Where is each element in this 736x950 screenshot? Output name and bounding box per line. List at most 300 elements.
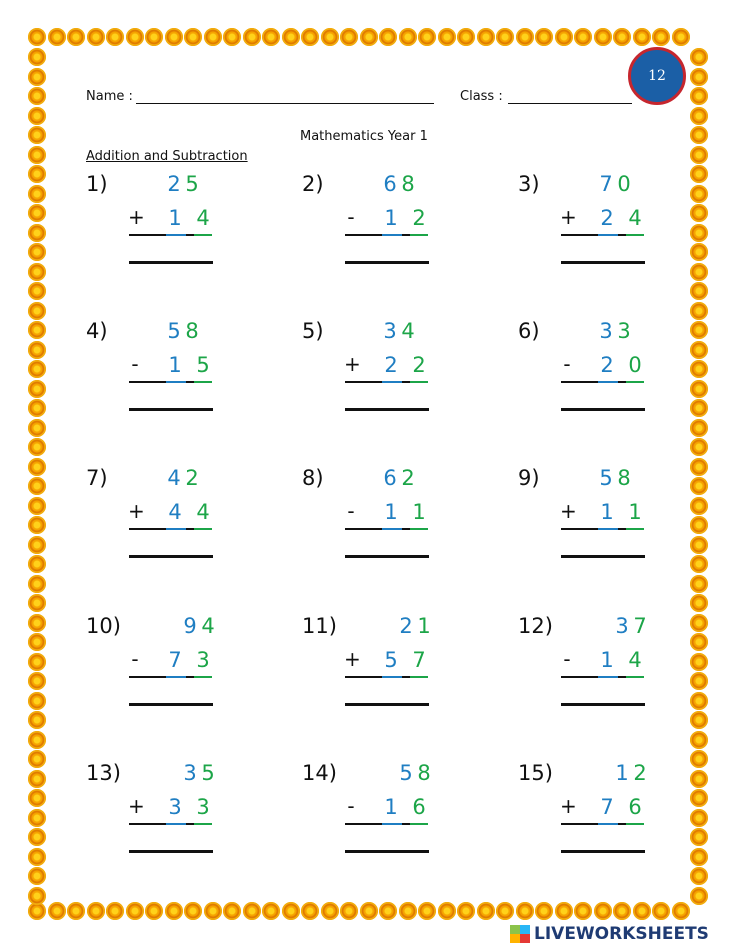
sun-icon [690, 126, 708, 144]
answer-field[interactable] [129, 555, 213, 558]
sun-icon [28, 185, 46, 203]
sun-icon [28, 575, 46, 593]
tens-underline [166, 676, 186, 678]
problem-number: 11) [302, 614, 337, 638]
math-problem [86, 761, 286, 891]
sun-icon [301, 902, 319, 920]
ones-underline [194, 381, 212, 383]
operation-underline-gap [402, 823, 410, 825]
tens-underline [382, 676, 402, 678]
math-problem [86, 319, 286, 449]
sun-border-bottom [26, 900, 710, 922]
sun-icon [145, 902, 163, 920]
sun-icon [457, 902, 475, 920]
tens-underline [598, 381, 618, 383]
sun-icon [28, 302, 46, 320]
top-tens-digit: 2 [399, 614, 413, 638]
problem-number: 14) [302, 761, 337, 785]
sun-icon [574, 902, 592, 920]
ones-underline [626, 528, 644, 530]
operation-underline-gap [402, 528, 410, 530]
sun-icon [574, 28, 592, 46]
operator-sign: + [560, 794, 577, 818]
tens-underline [166, 234, 186, 236]
sun-icon [321, 28, 339, 46]
bottom-ones-digit: 4 [628, 648, 642, 672]
top-ones-digit: 3 [617, 319, 631, 343]
operation-underline-gap [402, 381, 410, 383]
bottom-ones-digit: 6 [412, 795, 426, 819]
sun-icon [652, 28, 670, 46]
sun-icon [262, 28, 280, 46]
sun-icon [243, 902, 261, 920]
math-problem [86, 466, 286, 596]
brand-icon [510, 925, 530, 943]
top-ones-digit: 0 [617, 172, 631, 196]
top-ones-digit: 8 [185, 319, 199, 343]
sun-icon [28, 789, 46, 807]
sun-icon [28, 438, 46, 456]
tens-underline [166, 381, 186, 383]
operator-sign: - [563, 352, 571, 376]
sun-icon [145, 28, 163, 46]
sun-icon [672, 902, 690, 920]
problem-number: 12) [518, 614, 553, 638]
sun-icon [223, 28, 241, 46]
subject-title: Mathematics Year 1 [300, 129, 428, 144]
sun-icon [690, 146, 708, 164]
sun-icon [28, 224, 46, 242]
class-field[interactable] [508, 103, 632, 104]
sun-icon [282, 28, 300, 46]
sun-icon [67, 902, 85, 920]
tens-underline [382, 381, 402, 383]
sun-icon [204, 28, 222, 46]
top-tens-digit: 6 [383, 172, 397, 196]
bottom-tens-digit: 7 [600, 795, 614, 819]
sun-icon [496, 28, 514, 46]
sun-icon [67, 28, 85, 46]
top-ones-digit: 4 [201, 614, 215, 638]
sun-icon [613, 28, 631, 46]
bottom-tens-digit: 3 [168, 795, 182, 819]
operator-sign: + [560, 499, 577, 523]
sun-icon [28, 380, 46, 398]
sun-icon [690, 87, 708, 105]
sun-icon [28, 809, 46, 827]
operation-underline [129, 676, 166, 678]
answer-field[interactable] [561, 850, 645, 853]
sun-icon [28, 867, 46, 885]
operator-sign: + [560, 205, 577, 229]
top-tens-digit: 6 [383, 466, 397, 490]
operator-sign: - [131, 352, 139, 376]
sun-icon [418, 902, 436, 920]
top-tens-digit: 2 [167, 172, 181, 196]
operator-sign: + [128, 499, 145, 523]
bottom-tens-digit: 1 [168, 206, 182, 230]
name-field[interactable] [136, 103, 434, 104]
top-tens-digit: 5 [399, 761, 413, 785]
ones-underline [194, 676, 212, 678]
sun-icon [690, 302, 708, 320]
bottom-ones-digit: 1 [412, 500, 426, 524]
sun-icon [690, 68, 708, 86]
operator-sign: - [347, 205, 355, 229]
top-ones-digit: 2 [633, 761, 647, 785]
sun-icon [28, 828, 46, 846]
sun-icon [360, 28, 378, 46]
operation-underline [129, 823, 166, 825]
operation-underline-gap [618, 676, 626, 678]
math-problem [518, 466, 718, 596]
sun-border-left [26, 26, 48, 922]
sun-icon [48, 28, 66, 46]
operation-underline-gap [186, 381, 194, 383]
sun-icon [262, 902, 280, 920]
answer-field[interactable] [561, 261, 645, 264]
operation-underline [561, 234, 598, 236]
answer-field[interactable] [561, 408, 645, 411]
operation-underline-gap [618, 381, 626, 383]
sun-icon [633, 902, 651, 920]
top-ones-digit: 1 [417, 614, 431, 638]
operation-underline [345, 676, 382, 678]
sun-icon [126, 902, 144, 920]
sun-icon [204, 902, 222, 920]
sun-icon [690, 594, 708, 612]
math-problem [86, 172, 286, 302]
tens-underline [598, 676, 618, 678]
sun-icon [28, 711, 46, 729]
sun-icon [457, 28, 475, 46]
sun-icon [165, 902, 183, 920]
bottom-tens-digit: 1 [384, 500, 398, 524]
sun-icon [28, 321, 46, 339]
ones-underline [626, 823, 644, 825]
bottom-tens-digit: 4 [168, 500, 182, 524]
top-tens-digit: 5 [167, 319, 181, 343]
sun-icon [28, 360, 46, 378]
problem-number: 8) [302, 466, 324, 490]
problem-number: 10) [86, 614, 121, 638]
operation-underline [129, 234, 166, 236]
sun-icon [28, 399, 46, 417]
bottom-tens-digit: 2 [384, 353, 398, 377]
ones-underline [626, 234, 644, 236]
sun-icon [28, 68, 46, 86]
operation-underline [561, 676, 598, 678]
sun-icon [28, 770, 46, 788]
operation-underline [129, 528, 166, 530]
top-ones-digit: 2 [185, 466, 199, 490]
operation-underline-gap [402, 676, 410, 678]
sun-icon [165, 28, 183, 46]
sun-icon [28, 146, 46, 164]
ones-underline [410, 676, 428, 678]
math-problem [518, 761, 718, 891]
sun-icon [301, 28, 319, 46]
sun-icon [28, 731, 46, 749]
sun-icon [340, 28, 358, 46]
ones-underline [410, 528, 428, 530]
sun-icon [106, 902, 124, 920]
math-problem [302, 466, 502, 596]
sun-icon [28, 48, 46, 66]
top-ones-digit: 8 [417, 761, 431, 785]
math-problem [518, 614, 718, 744]
sun-icon [438, 902, 456, 920]
operator-sign: - [347, 499, 355, 523]
sun-icon [652, 902, 670, 920]
sun-icon [282, 902, 300, 920]
operation-underline [345, 234, 382, 236]
top-tens-digit: 3 [599, 319, 613, 343]
answer-field[interactable] [129, 850, 213, 853]
class-label: Class : [460, 89, 503, 104]
top-tens-digit: 4 [167, 466, 181, 490]
sun-icon [28, 614, 46, 632]
section-heading: Addition and Subtraction [86, 149, 248, 164]
operator-sign: - [563, 647, 571, 671]
bottom-tens-digit: 2 [600, 353, 614, 377]
top-tens-digit: 3 [183, 761, 197, 785]
sun-icon [28, 477, 46, 495]
sun-icon [87, 902, 105, 920]
sun-icon [87, 28, 105, 46]
answer-field[interactable] [345, 850, 429, 853]
bottom-ones-digit: 1 [628, 500, 642, 524]
tens-underline [598, 823, 618, 825]
bottom-ones-digit: 3 [196, 795, 210, 819]
bottom-tens-digit: 1 [168, 353, 182, 377]
operation-underline-gap [618, 823, 626, 825]
page-badge [628, 47, 686, 105]
bottom-ones-digit: 4 [196, 206, 210, 230]
bottom-ones-digit: 6 [628, 795, 642, 819]
sun-icon [28, 87, 46, 105]
top-ones-digit: 4 [401, 319, 415, 343]
sun-icon [28, 594, 46, 612]
sun-icon [126, 28, 144, 46]
operation-underline-gap [186, 823, 194, 825]
bottom-tens-digit: 1 [600, 500, 614, 524]
ones-underline [626, 676, 644, 678]
sun-icon [28, 653, 46, 671]
sun-icon [28, 341, 46, 359]
sun-icon [399, 28, 417, 46]
sun-icon [223, 902, 241, 920]
tens-underline [598, 528, 618, 530]
sun-icon [477, 902, 495, 920]
sun-icon [594, 28, 612, 46]
sun-icon [28, 516, 46, 534]
answer-field[interactable] [129, 408, 213, 411]
sun-icon [184, 902, 202, 920]
answer-field[interactable] [345, 555, 429, 558]
bottom-ones-digit: 4 [196, 500, 210, 524]
operator-sign: - [347, 794, 355, 818]
math-problem [302, 614, 502, 744]
top-ones-digit: 2 [401, 466, 415, 490]
answer-field[interactable] [561, 703, 645, 706]
sun-icon [48, 902, 66, 920]
operation-underline [561, 823, 598, 825]
ones-underline [194, 528, 212, 530]
operation-underline-gap [186, 528, 194, 530]
sun-icon [360, 902, 378, 920]
sun-icon [28, 672, 46, 690]
sun-icon [28, 750, 46, 768]
operation-underline [129, 381, 166, 383]
math-problem [86, 614, 286, 744]
top-tens-digit: 3 [383, 319, 397, 343]
sun-icon [379, 28, 397, 46]
bottom-ones-digit: 2 [412, 353, 426, 377]
sun-icon [28, 902, 46, 920]
problem-number: 6) [518, 319, 540, 343]
tens-underline [166, 528, 186, 530]
sun-icon [28, 497, 46, 515]
operator-sign: + [344, 352, 361, 376]
sun-icon [184, 28, 202, 46]
liveworksheets-logo [510, 924, 709, 944]
sun-icon [613, 902, 631, 920]
bottom-ones-digit: 3 [196, 648, 210, 672]
sun-icon [28, 28, 46, 46]
sun-icon [633, 28, 651, 46]
problem-number: 9) [518, 466, 540, 490]
ones-underline [194, 234, 212, 236]
bottom-tens-digit: 7 [168, 648, 182, 672]
top-tens-digit: 5 [599, 466, 613, 490]
bottom-tens-digit: 2 [600, 206, 614, 230]
tens-underline [598, 234, 618, 236]
sun-icon [28, 419, 46, 437]
sun-icon [690, 107, 708, 125]
math-problem [302, 319, 502, 449]
bottom-tens-digit: 1 [600, 648, 614, 672]
top-tens-digit: 1 [615, 761, 629, 785]
sun-icon [496, 902, 514, 920]
answer-field[interactable] [345, 703, 429, 706]
bottom-ones-digit: 5 [196, 353, 210, 377]
operator-sign: - [131, 647, 139, 671]
ones-underline [410, 234, 428, 236]
bottom-ones-digit: 0 [628, 353, 642, 377]
ones-underline [194, 823, 212, 825]
top-ones-digit: 7 [633, 614, 647, 638]
operator-sign: + [344, 647, 361, 671]
problem-number: 5) [302, 319, 324, 343]
sun-icon [340, 902, 358, 920]
ones-underline [410, 381, 428, 383]
problem-number: 1) [86, 172, 108, 196]
top-ones-digit: 5 [185, 172, 199, 196]
sun-icon [516, 28, 534, 46]
sun-icon [594, 902, 612, 920]
sun-border-top [26, 26, 710, 48]
sun-icon [418, 28, 436, 46]
sun-icon [28, 458, 46, 476]
operation-underline [561, 381, 598, 383]
operation-underline [345, 381, 382, 383]
sun-icon [28, 165, 46, 183]
sun-icon [28, 848, 46, 866]
sun-icon [28, 692, 46, 710]
brand-text: LIVEWORKSHEETS [534, 924, 709, 944]
problem-number: 15) [518, 761, 553, 785]
operation-underline [561, 528, 598, 530]
problem-number: 3) [518, 172, 540, 196]
sun-icon [243, 28, 261, 46]
problem-number: 7) [86, 466, 108, 490]
sun-icon [28, 282, 46, 300]
sun-icon [555, 902, 573, 920]
tens-underline [166, 823, 186, 825]
operation-underline-gap [402, 234, 410, 236]
answer-field[interactable] [345, 408, 429, 411]
bottom-tens-digit: 5 [384, 648, 398, 672]
math-problem [518, 319, 718, 449]
top-tens-digit: 9 [183, 614, 197, 638]
sun-icon [438, 28, 456, 46]
answer-field[interactable] [129, 261, 213, 264]
sun-icon [555, 28, 573, 46]
sun-icon [28, 555, 46, 573]
name-label: Name : [86, 89, 133, 104]
top-tens-digit: 7 [599, 172, 613, 196]
tens-underline [382, 234, 402, 236]
sun-icon [690, 48, 708, 66]
ones-underline [410, 823, 428, 825]
sun-icon [28, 243, 46, 261]
problem-number: 4) [86, 319, 108, 343]
sun-icon [535, 28, 553, 46]
bottom-tens-digit: 1 [384, 206, 398, 230]
sun-icon [28, 107, 46, 125]
sun-icon [28, 536, 46, 554]
sun-icon [28, 887, 46, 905]
top-ones-digit: 5 [201, 761, 215, 785]
operation-underline [345, 528, 382, 530]
answer-field[interactable] [561, 555, 645, 558]
operator-sign: + [128, 205, 145, 229]
problem-number: 13) [86, 761, 121, 785]
math-problem [302, 172, 502, 302]
top-ones-digit: 8 [401, 172, 415, 196]
sun-icon [28, 263, 46, 281]
sun-icon [106, 28, 124, 46]
operation-underline-gap [186, 676, 194, 678]
answer-field[interactable] [129, 703, 213, 706]
sun-icon [28, 204, 46, 222]
operator-sign: + [128, 794, 145, 818]
tens-underline [382, 528, 402, 530]
math-problem [518, 172, 718, 302]
bottom-ones-digit: 4 [628, 206, 642, 230]
sun-icon [672, 28, 690, 46]
sun-icon [516, 902, 534, 920]
sun-icon [379, 902, 397, 920]
problem-number: 2) [302, 172, 324, 196]
ones-underline [626, 381, 644, 383]
tens-underline [382, 823, 402, 825]
operation-underline-gap [186, 234, 194, 236]
sun-icon [28, 633, 46, 651]
answer-field[interactable] [345, 261, 429, 264]
sun-icon [399, 902, 417, 920]
